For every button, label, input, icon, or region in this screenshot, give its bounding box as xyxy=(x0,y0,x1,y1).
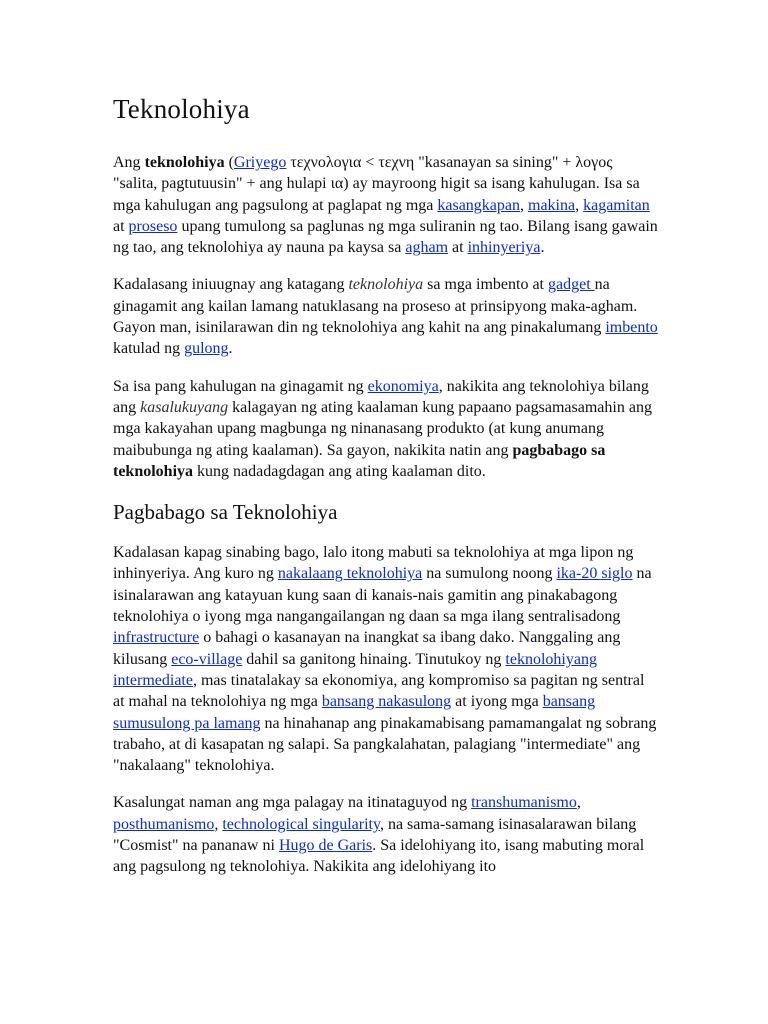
link-teknolohiyang-intermediate[interactable]: teknolohiyang intermediate xyxy=(113,650,597,689)
text: . xyxy=(228,340,233,358)
link-hugo-de-garis[interactable]: Hugo de Garis xyxy=(278,837,373,855)
link-ika-20-siglo[interactable]: ika-20 siglo xyxy=(556,565,633,583)
text: na sumulong noong xyxy=(422,565,557,583)
gadget-paragraph xyxy=(113,274,658,359)
link-agham[interactable]: agham xyxy=(405,239,449,257)
link-kasangkapan[interactable]: kasangkapan xyxy=(437,196,520,214)
link-nakalaang-teknolohiya[interactable]: nakalaang teknolohiya xyxy=(277,565,423,583)
text: o bahagi o kasanayan na inangkat sa ibang dako. Nanggaling ang kilusang xyxy=(113,629,621,668)
text: sa mga imbento at xyxy=(423,276,548,294)
text: τεχνολογια < τεχνη "kasanayan sa sining" + λογος "salita, pagtutuusin" + ang hulapi ια) ay mayroong higit sa isang kahulugan. Isa sa mga kahulugan ang pagsulong at paglapat ng mga xyxy=(113,154,640,214)
text: Kasalungat naman ang mga palagay na itinataguyod ng xyxy=(113,794,472,812)
text: Kadalasan kapag sinabing bago, lalo itong mabuti sa teknolohiya at mga lipon ng inhinyeriya. Ang kuro ng xyxy=(113,544,634,583)
bold-term: pagbabago sa teknolohiya xyxy=(113,441,606,480)
text: , xyxy=(214,815,223,833)
page-title: Teknolohiya xyxy=(113,94,250,124)
text: na isinalarawan ang katayuan kung saan di kanais-nais gamitin ang pinakabagong teknolohiya o iyong mga nangangailangan ng daan sa mga ilang sentralisadong xyxy=(113,565,652,626)
change-paragraph xyxy=(113,542,658,776)
link-makina[interactable]: makina xyxy=(528,196,576,214)
text: . Sa idelohiyang ito, isang mabuting moral ang pagsulong ng teknolohiya. Nakikita ang idelohiyang ito xyxy=(113,837,645,876)
link-gadget[interactable]: gadget xyxy=(547,276,595,294)
text: kalagayan ng ating kaalaman kung papaano pagsamasamahin ang mga kakayahan upang magbunga ng ninanasang produkto (at kung anumang maibubunga ng ating kaalaman). Sa gayon, nakikita natin ang xyxy=(113,398,652,459)
text: at iyong mga xyxy=(451,693,543,711)
text: . xyxy=(540,239,545,257)
link-eco-village[interactable]: eco-village xyxy=(171,650,243,668)
cosmist-paragraph xyxy=(113,792,658,877)
link-griyego[interactable]: Griyego xyxy=(233,154,287,171)
text: kung nadadagdagan ang ating kaalaman dito. xyxy=(193,462,486,480)
economics-paragraph xyxy=(113,376,658,482)
text: katulad ng xyxy=(113,340,185,358)
italic-term: teknolohiya xyxy=(348,276,424,294)
link-gulong[interactable]: gulong xyxy=(184,340,229,358)
text: at xyxy=(113,217,129,235)
link-imbento[interactable]: imbento xyxy=(605,319,658,337)
text: na ginagamit ang kailan lamang natuklasang na proseso at prinsipyong maka-agham. Gayon man, isinilarawan din ng teknolohiya ang kahit na ang pinakalumang xyxy=(113,276,638,337)
link-kagamitan[interactable]: kagamitan xyxy=(583,196,650,214)
article-content xyxy=(113,92,658,894)
text: , xyxy=(576,794,581,812)
text: , xyxy=(575,196,584,214)
text: upang tumulong sa paglunas ng mga suliranin ng tao. Bilang isang gawain ng tao, ang teknolohiya ay nauna pa kaysa sa xyxy=(113,217,658,257)
intro-paragraph xyxy=(113,152,658,258)
text: dahil sa ganitong hinaing. Tinutukoy ng xyxy=(242,650,506,668)
link-posthumanismo[interactable]: posthumanismo xyxy=(113,815,215,833)
text: , mas tinatalakay sa ekonomiya, ang kompromiso sa pagitan ng sentral at mahal na teknolohiya ng mga xyxy=(113,671,645,711)
link-infrastructure[interactable]: infrastructure xyxy=(113,629,200,647)
text: ( xyxy=(224,154,234,171)
link-bansang-nakasulong[interactable]: bansang nakasulong xyxy=(321,693,452,711)
text: , nakikita ang teknolohiya bilang ang xyxy=(113,377,649,416)
text: Ang xyxy=(113,154,145,171)
link-transhumanismo[interactable]: transhumanismo xyxy=(471,794,577,812)
text: na hinahanap ang pinakamabisang pamamangalat ng sobrang trabaho, at di kasapatan ng salapi. Sa pangkalahatan, palagiang "intermediate" ang "nakalaang" teknolohiya. xyxy=(113,714,657,775)
link-ekonomiya[interactable]: ekonomiya xyxy=(367,377,439,395)
text: Kadalasang iniuugnay ang katagang xyxy=(113,276,349,294)
link-proseso[interactable]: proseso xyxy=(128,217,178,235)
link-bansang-sumusulong[interactable]: bansang sumusulong pa lamang xyxy=(113,693,596,732)
bold-term: teknolohiya xyxy=(144,154,225,171)
text: , xyxy=(520,196,528,214)
italic-term: kasalukuyang xyxy=(140,398,229,416)
text: Sa isa pang kahulugan na ginagamit ng xyxy=(113,377,368,395)
link-inhinyeriya[interactable]: inhinyeriya xyxy=(467,239,541,257)
section-heading: Pagbabago sa Teknolohiya xyxy=(113,500,338,525)
text: at xyxy=(448,239,468,257)
text: , na sama-samang isinasalarawan bilang "Cosmist" na pananaw ni xyxy=(113,815,637,855)
link-technological-singularity[interactable]: technological singularity xyxy=(222,815,380,833)
